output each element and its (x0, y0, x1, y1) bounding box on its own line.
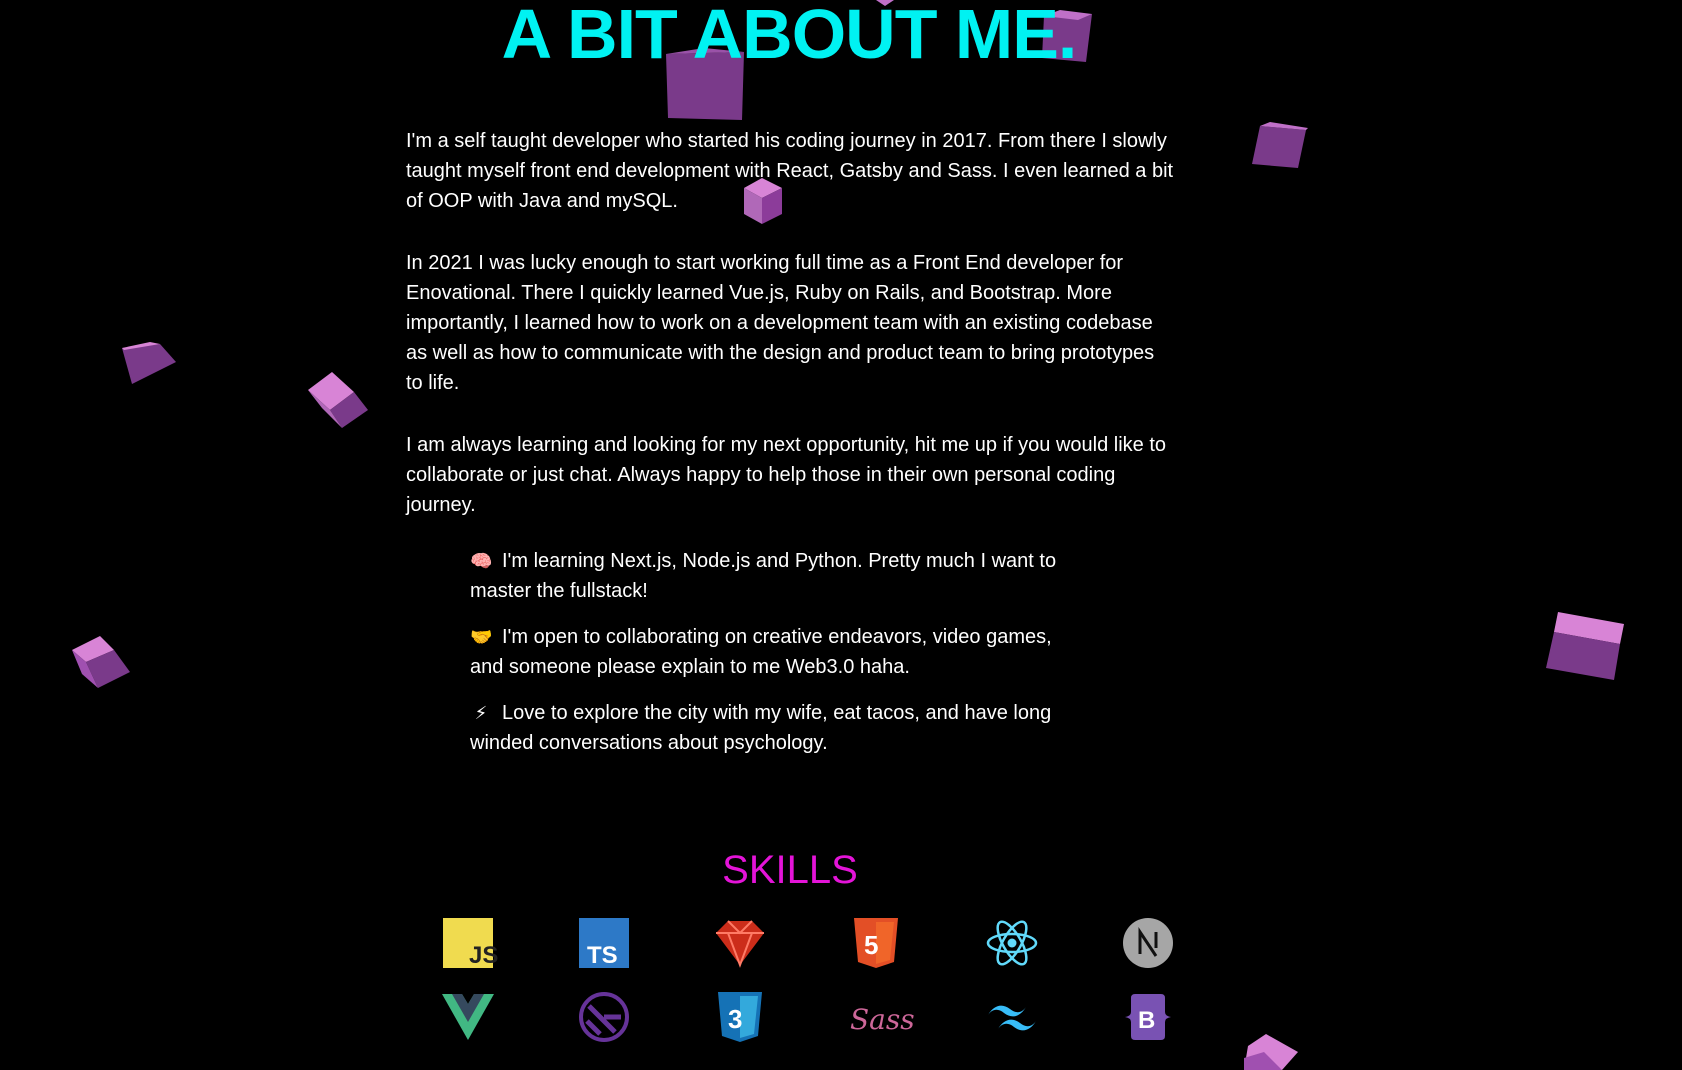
css3-icon (672, 992, 808, 1042)
tailwind-icon (944, 992, 1080, 1042)
list-item-text: I'm learning Next.js, Node.js and Python. Pretty much I want to master the fullstack! (470, 550, 1057, 602)
cube-decoration (1238, 1032, 1300, 1070)
react-icon (944, 918, 1080, 968)
bootstrap-icon (1080, 992, 1216, 1042)
svg-text:Sass: Sass (850, 1003, 915, 1036)
html5-icon (808, 918, 944, 968)
cube-decoration (1250, 122, 1310, 172)
svg-text:3: 3 (728, 1004, 743, 1034)
about-paragraph: In 2021 I was lucky enough to start working full time as a Front End developer for Enovational. There I quickly learned Vue.js, Ruby on Rails, and Bootstrap. More importantly, I learned how to work on a development team with an existing codebase as well as how to communicate with the design and product team to bring prototypes to life. (406, 252, 1155, 394)
cube-decoration (306, 370, 370, 430)
skills-heading: SKILLS (722, 848, 858, 892)
sass-icon (808, 992, 944, 1042)
fun-facts-list (470, 546, 1090, 774)
brain-emoji-icon: 🧠 (470, 551, 493, 571)
list-item (470, 698, 1090, 758)
gatsby-icon (536, 992, 672, 1042)
typescript-icon (536, 918, 672, 968)
skills-grid (400, 918, 1180, 1042)
handshake-emoji-icon: 🤝 (470, 627, 493, 647)
list-item-text: Love to explore the city with my wife, eat tacos, and have long winded conversations about psychology. (470, 702, 1052, 754)
cube-decoration (70, 634, 132, 690)
javascript-icon (400, 918, 536, 968)
list-item (470, 622, 1090, 682)
ruby-icon (672, 918, 808, 968)
svg-text:TS: TS (587, 942, 618, 969)
page-title: A BIT ABOUT ME. (501, 0, 1077, 73)
lightning-emoji-icon: ⚡ (474, 703, 488, 723)
cube-decoration (1544, 610, 1626, 682)
list-item-text: I'm open to collaborating on creative endeavors, video games, and someone please explain to me Web3.0 haha. (470, 626, 1052, 678)
svg-text:JS: JS (469, 942, 499, 969)
nextjs-icon (1080, 918, 1216, 968)
svg-text:B: B (1138, 1007, 1156, 1034)
list-item (470, 546, 1090, 606)
cube-decoration (120, 342, 178, 388)
about-paragraph: I'm a self taught developer who started his coding journey in 2017. From there I slowly taught myself front end development with React, Gatsby and Sass. I even learned a bit of OOP with Java and mySQL. (406, 130, 1174, 212)
svg-text:5: 5 (864, 930, 879, 960)
vue-icon (400, 992, 536, 1042)
about-paragraph: I am always learning and looking for my next opportunity, hit me up if you would like to collaborate or just chat. Always happy to help those in their own personal coding journey. (406, 434, 1167, 516)
about-text (406, 126, 1176, 552)
